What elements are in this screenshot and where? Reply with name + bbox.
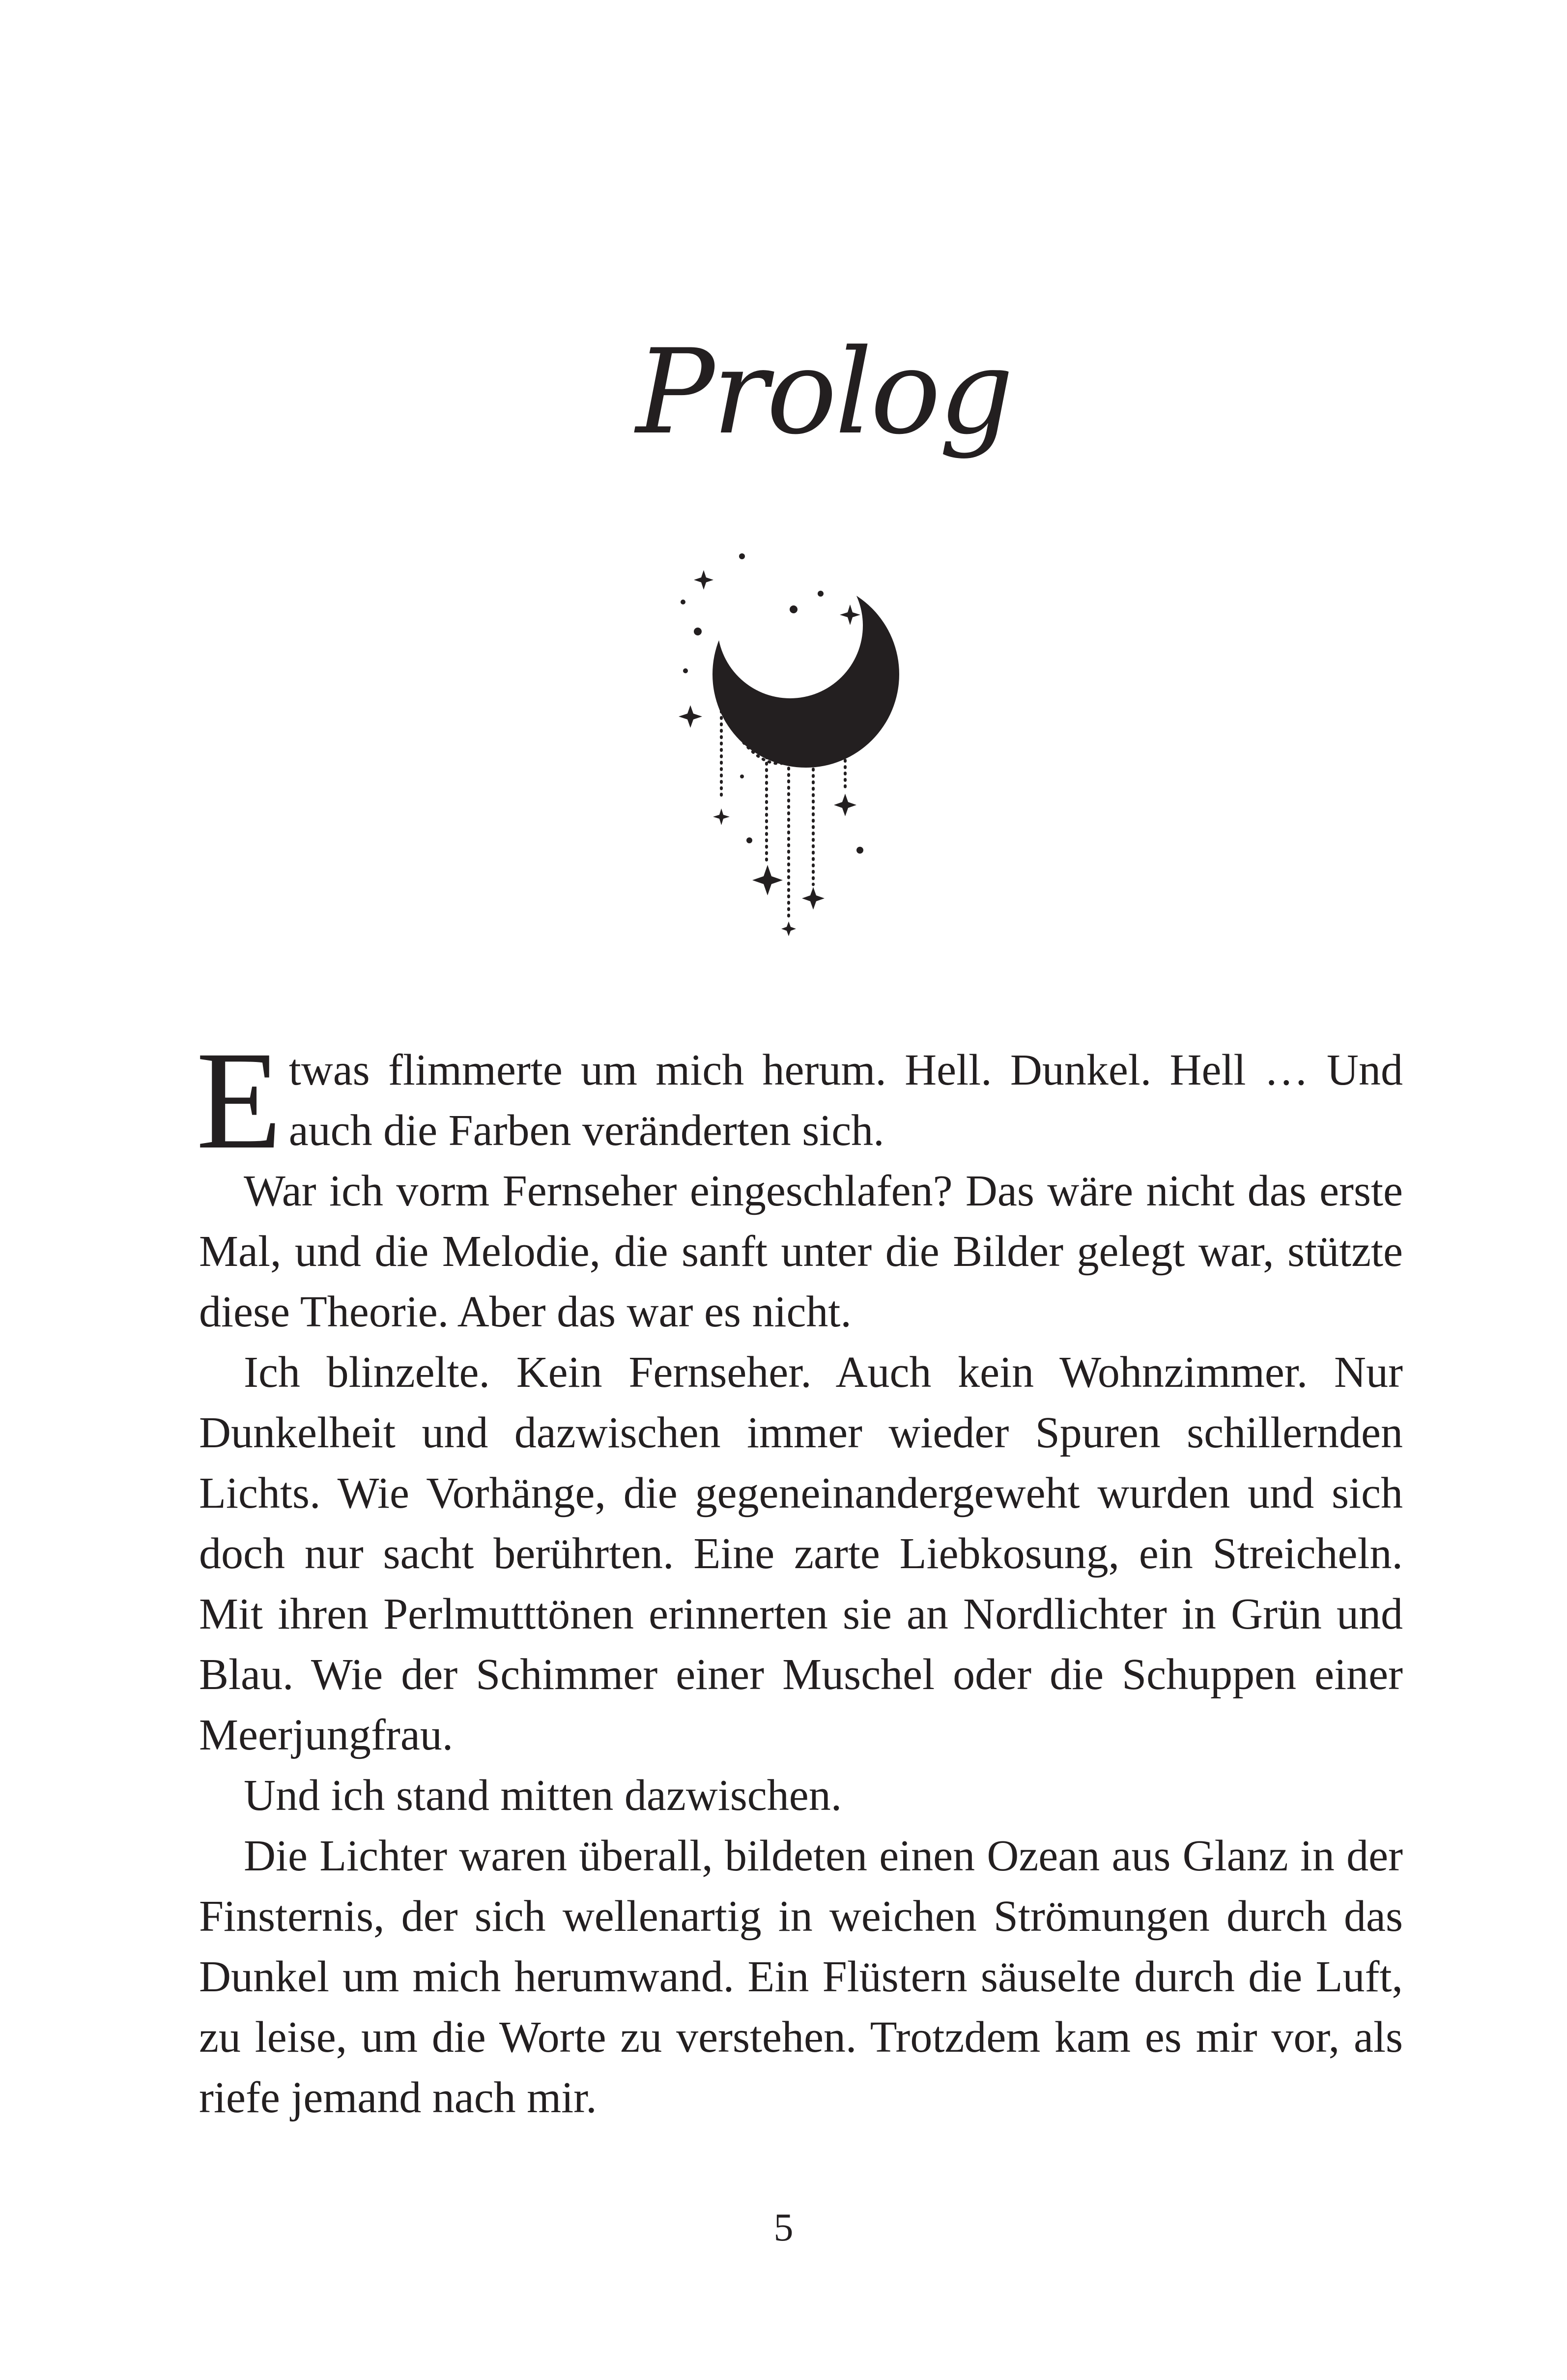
prologue-body-text [196,1022,1403,2128]
drop-cap: E [196,1022,282,1178]
paragraph: War ich vorm Fernseher eingeschlafen? Das wäre nicht das erste Mal, und die Melodie, die sanft unter die Bilder gelegt war, stützte diese Theorie. Aber das war es nicht. [199,1167,1403,1336]
paragraph [196,1022,1403,1178]
page-number: 5 [773,2206,794,2249]
paragraph: Und ich stand mitten dazwischen. [244,1771,842,1820]
crescent-moon-with-hanging-stars-icon [663,541,909,948]
paragraph: Die Lichter waren überall, bildeten einen Ozean aus Glanz in der Finsternis, der sich wellenartig in weichen Strömungen durch das Dunkel um mich herumwand. Ein Flüstern säuselte durch die Luft, zu leise, um die Worte zu verstehen. Trotzdem kam es mir vor, als riefe jemand nach mir. [199,1832,1403,2122]
paragraph-text: twas flimmerte um mich herum. Hell. Dunkel. Hell … Und auch die Farben veränderten sich. [288,1046,1403,1155]
paragraph: Ich blinzelte. Kein Fernseher. Auch kein Wohnzimmer. Nur Dunkelheit und dazwischen immer wieder Spuren schillernden Lichts. Wie Vorhänge, die gegeneinandergeweht wurden und sich doch nur sacht berührten. Eine zarte Liebkosung, ein Streicheln. Mit ihren Perlmutttönen erinnerten sie an Nordlichter in Grün und Blau. Wie der Schimmer einer Muschel oder die Schuppen einer Meerjungfrau. [199,1348,1403,1759]
chapter-title: Prolog [636,324,1012,460]
